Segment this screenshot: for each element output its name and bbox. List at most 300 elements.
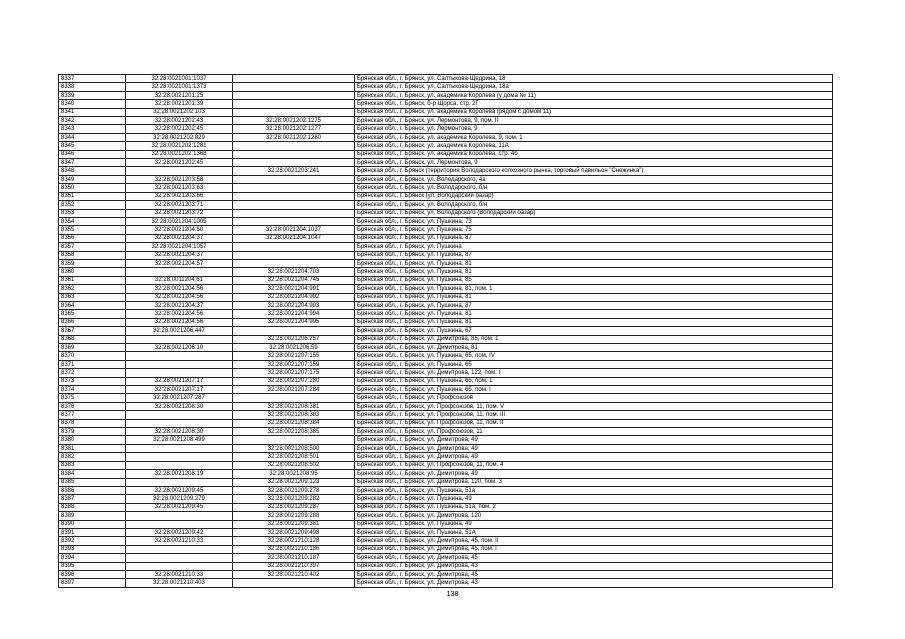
land-cadastral-number-cell: 32:28:0021203:63: [126, 184, 233, 192]
table-row: [59, 394, 833, 402]
land-cadastral-number-cell: 32:28:0021201:25: [126, 91, 233, 99]
row-number-cell: 8391: [59, 528, 126, 536]
object-cadastral-number-cell: [233, 251, 355, 259]
row-number-cell: 8371: [59, 360, 126, 368]
land-cadastral-number-cell: 32:28:0021208:499: [126, 436, 233, 444]
land-cadastral-number-cell: 32:28:0021202:829: [126, 133, 233, 141]
table-row: [59, 75, 833, 83]
address-cell: Брянская обл., г. Брянск, б-р Щорса, стр. 2Г: [355, 100, 833, 108]
object-cadastral-number-cell: 32:28:0021210:187: [233, 554, 355, 562]
address-cell: Брянская обл., г. Брянск, ул. Пушкина, 85: [355, 276, 833, 284]
object-cadastral-number-cell: 32:28:0021208:500: [233, 444, 355, 452]
object-cadastral-number-cell: 32:28:0021206:257: [233, 335, 355, 343]
land-cadastral-number-cell: 32:28:0021001:1373: [126, 83, 233, 91]
object-cadastral-number-cell: 32:28:0021204:991: [233, 285, 355, 293]
land-cadastral-number-cell: 32:28:0021209:45: [126, 486, 233, 494]
address-cell: Брянская обл., г. Брянск, ул. Лермонтова, 9: [355, 159, 833, 167]
table-row: [59, 503, 833, 511]
table-row: [59, 444, 833, 452]
address-cell: Брянская обл., г. Брянск, ул. Профсоюзов, 11: [355, 428, 833, 436]
object-cadastral-number-cell: [233, 259, 355, 267]
object-cadastral-number-cell: 32:28:0021202:1275: [233, 117, 355, 125]
address-cell: Брянская обл., г. Брянск, ул. Димитрова, 122, пом. I: [355, 369, 833, 377]
object-cadastral-number-cell: 32:28:0021207:155: [233, 352, 355, 360]
land-cadastral-number-cell: [126, 461, 233, 469]
object-cadastral-number-cell: 32:28:0021210:128: [233, 537, 355, 545]
land-cadastral-number-cell: 32:28:0021204:1005: [126, 217, 233, 225]
object-cadastral-number-cell: 32:28:0021203:241: [233, 167, 355, 175]
address-cell: Брянская обл., г. Брянск, ул. академика Королева, 11А: [355, 142, 833, 150]
table-row: [59, 301, 833, 309]
object-cadastral-number-cell: 32:28:0021204:995: [233, 318, 355, 326]
address-cell: Брянская обл., г. Брянск, ул. Пушкина, 81: [355, 268, 833, 276]
row-number-cell: 8380: [59, 436, 126, 444]
table-row: [59, 512, 833, 520]
land-cadastral-number-cell: 32:28:0021204:57: [126, 259, 233, 267]
row-number-cell: 8347: [59, 159, 126, 167]
table-row: [59, 335, 833, 343]
object-cadastral-number-cell: 32:28:0021208:502: [233, 461, 355, 469]
address-cell: Брянская обл., г. Брянск, ул. Димитрова, 43: [355, 562, 833, 570]
land-cadastral-number-cell: [126, 478, 233, 486]
object-cadastral-number-cell: 32:28:0021209:123: [233, 478, 355, 486]
table-row: [59, 285, 833, 293]
land-cadastral-number-cell: 32:28:0021206:447: [126, 327, 233, 335]
page-number: 138: [446, 591, 459, 598]
table-row: [59, 461, 833, 469]
land-cadastral-number-cell: 32:28:0021208:30: [126, 428, 233, 436]
table-row: [59, 201, 833, 209]
table-row: [59, 259, 833, 267]
row-number-cell: 8343: [59, 125, 126, 133]
row-number-cell: 8358: [59, 251, 126, 259]
land-cadastral-number-cell: 32:28:0021209:45: [126, 503, 233, 511]
land-cadastral-number-cell: [126, 360, 233, 368]
address-cell: Брянская обл., г. Брянск, ул. Салтыкова-Щедрина, 18а: [355, 83, 833, 91]
address-cell: Брянская обл., г. Брянск, ул. Пушкина, 65, пом. I: [355, 386, 833, 394]
table-row: [59, 520, 833, 528]
object-cadastral-number-cell: [233, 159, 355, 167]
object-cadastral-number-cell: 32:28:0021209:381: [233, 520, 355, 528]
land-cadastral-number-cell: [126, 520, 233, 528]
address-cell: Брянская обл., г. Брянск, ул. Володарского (Володарский базар): [355, 209, 833, 217]
address-cell: Брянская обл., г. Брянск, ул. Димитрова, 81: [355, 344, 833, 352]
row-number-cell: 8346: [59, 150, 126, 158]
table-row: [59, 318, 833, 326]
table-row: [59, 150, 833, 158]
object-cadastral-number-cell: 32:28:0021209:287: [233, 503, 355, 511]
table-row: [59, 310, 833, 318]
table-row: [59, 495, 833, 503]
object-cadastral-number-cell: 32:28:0021208:95: [233, 470, 355, 478]
land-cadastral-number-cell: 32:28:0021207:17: [126, 377, 233, 385]
object-cadastral-number-cell: [233, 175, 355, 183]
table-row: [59, 486, 833, 494]
row-number-cell: 8365: [59, 310, 126, 318]
row-number-cell: 8382: [59, 453, 126, 461]
address-cell: Брянская обл., г. Брянск, ул. Димитрова, 49: [355, 470, 833, 478]
land-cadastral-number-cell: [126, 562, 233, 570]
object-cadastral-number-cell: [233, 192, 355, 200]
land-cadastral-number-cell: 32:28:0021202:103: [126, 108, 233, 116]
table-row: [59, 184, 833, 192]
row-number-cell: 8363: [59, 293, 126, 301]
land-cadastral-number-cell: 32:28:0021204:50: [126, 226, 233, 234]
row-number-cell: 8389: [59, 512, 126, 520]
land-cadastral-number-cell: [126, 167, 233, 175]
address-cell: Брянская обл., г. Брянск, ул. Пушкина, 49: [355, 520, 833, 528]
land-cadastral-number-cell: 32:28:0021204:56: [126, 310, 233, 318]
table-row: [59, 125, 833, 133]
land-cadastral-number-cell: 32:28:0021208:30: [126, 402, 233, 410]
object-cadastral-number-cell: 32:28:0021208:383: [233, 411, 355, 419]
address-cell: Брянская обл., г. Брянск, ул. Пушкина, 51а: [355, 486, 833, 494]
land-cadastral-number-cell: 32:28:0021203:71: [126, 201, 233, 209]
land-cadastral-number-cell: 32:28:0021206:10: [126, 344, 233, 352]
row-number-cell: 8369: [59, 344, 126, 352]
address-cell: Брянская обл., г. Брянск, ул. Пушкина, 87: [355, 234, 833, 242]
object-cadastral-number-cell: [233, 209, 355, 217]
table-row: [59, 234, 833, 242]
table-row: [59, 528, 833, 536]
table-row: [59, 293, 833, 301]
address-cell: Брянская обл., г. Брянск, ул. академика Королева, стр. 4б: [355, 150, 833, 158]
object-cadastral-number-cell: 32:28:0021208:385: [233, 428, 355, 436]
row-number-cell: 8338: [59, 83, 126, 91]
land-cadastral-number-cell: 32:28:0021202:43: [126, 117, 233, 125]
row-number-cell: 8364: [59, 301, 126, 309]
row-number-cell: 8342: [59, 117, 126, 125]
address-cell: Брянская обл., г. Брянск, ул. Володарского, б/н: [355, 184, 833, 192]
row-number-cell: 8390: [59, 520, 126, 528]
address-cell: Брянская обл., г. Брянск, ул. Димитрова, 45: [355, 554, 833, 562]
address-cell: Брянская обл., г. Брянск, ул. Пушкина, 81: [355, 318, 833, 326]
object-cadastral-number-cell: [233, 436, 355, 444]
address-cell: Брянская обл., г. Брянск, ул. Пушкина, 67: [355, 327, 833, 335]
table-row: [59, 470, 833, 478]
row-number-cell: 8384: [59, 470, 126, 478]
object-cadastral-number-cell: 32:28:0021207:175: [233, 369, 355, 377]
row-number-cell: 8344: [59, 133, 126, 141]
table-row: [59, 91, 833, 99]
table-row: [59, 251, 833, 259]
object-cadastral-number-cell: [233, 184, 355, 192]
address-cell: Брянская обл., г. Брянск, ул. Профсоюзов, 11, пом. 4: [355, 461, 833, 469]
object-cadastral-number-cell: 32:28:0021206:59: [233, 344, 355, 352]
table-row: [59, 100, 833, 108]
table-row: [59, 217, 833, 225]
land-cadastral-number-cell: [126, 444, 233, 452]
table-row: [59, 419, 833, 427]
row-number-cell: 8376: [59, 402, 126, 410]
object-cadastral-number-cell: 32:28:0021204:994: [233, 310, 355, 318]
address-cell: Брянская обл., г. Брянск, ул. Пушкина, 65, пом. IV: [355, 352, 833, 360]
land-cadastral-number-cell: 32:28:0021202:1368: [126, 150, 233, 158]
row-number-cell: 8387: [59, 495, 126, 503]
object-cadastral-number-cell: 32:28:0021204:1037: [233, 226, 355, 234]
address-cell: Брянская обл., г. Брянск, ул. Володарского, б/н: [355, 201, 833, 209]
object-cadastral-number-cell: 32:28:0021202:1277: [233, 125, 355, 133]
row-number-cell: 8340: [59, 100, 126, 108]
land-cadastral-number-cell: 32:28:0021202:45: [126, 125, 233, 133]
table-row: [59, 436, 833, 444]
table-row: [59, 369, 833, 377]
land-cadastral-number-cell: 32:28:0021203:66: [126, 192, 233, 200]
address-cell: Брянская обл., г. Брянск, ул. Профсоюзов, 11, пом. V: [355, 402, 833, 410]
object-cadastral-number-cell: [233, 75, 355, 83]
land-cadastral-number-cell: [126, 453, 233, 461]
table-row: [59, 167, 833, 175]
table-row: [59, 175, 833, 183]
object-cadastral-number-cell: 32:28:0021210:397: [233, 562, 355, 570]
land-cadastral-number-cell: 32:28:0021202:45: [126, 159, 233, 167]
object-cadastral-number-cell: 32:28:0021204:1047: [233, 234, 355, 242]
object-cadastral-number-cell: [233, 327, 355, 335]
address-cell: Брянская обл., г. Брянск, ул. академика Королева (рядом с домом 11): [355, 108, 833, 116]
row-number-cell: 8366: [59, 318, 126, 326]
address-cell: Брянская обл., г. Брянск, ул. Пушкина, 73: [355, 217, 833, 225]
table-row: [59, 192, 833, 200]
object-cadastral-number-cell: 32:28:0021208:381: [233, 402, 355, 410]
row-number-cell: 8385: [59, 478, 126, 486]
land-cadastral-number-cell: [126, 554, 233, 562]
land-cadastral-number-cell: 32:28:0021210:403: [126, 579, 233, 587]
row-number-cell: 8360: [59, 268, 126, 276]
table-row: [59, 545, 833, 553]
table-row: [59, 83, 833, 91]
row-number-cell: 8397: [59, 579, 126, 587]
table-row: [59, 327, 833, 335]
registry-table-body: [59, 75, 833, 588]
row-number-cell: 8374: [59, 386, 126, 394]
object-cadastral-number-cell: [233, 83, 355, 91]
table-row: [59, 133, 833, 141]
object-cadastral-number-cell: 32:28:0021204:993: [233, 301, 355, 309]
row-number-cell: 8348: [59, 167, 126, 175]
table-row: [59, 453, 833, 461]
land-cadastral-number-cell: 32:28:0021203:72: [126, 209, 233, 217]
address-cell: Брянская обл., г. Брянск, ул. Пушкина, 87: [355, 301, 833, 309]
address-cell: Брянская обл., г. Брянск, ул. Профсоюзов, 11, пом. II: [355, 419, 833, 427]
table-row: [59, 344, 833, 352]
row-number-cell: 8386: [59, 486, 126, 494]
row-number-cell: 8379: [59, 428, 126, 436]
land-cadastral-number-cell: [126, 411, 233, 419]
land-cadastral-number-cell: [126, 512, 233, 520]
land-cadastral-number-cell: 32:28:0021204:56: [126, 285, 233, 293]
land-cadastral-number-cell: 32:28:0011204:61: [126, 276, 233, 284]
land-cadastral-number-cell: 32:28:0021201:39: [126, 100, 233, 108]
land-cadastral-number-cell: 32:28:0021204:56: [126, 318, 233, 326]
object-cadastral-number-cell: 32:28:0021209:288: [233, 512, 355, 520]
table-row: [59, 579, 833, 587]
row-number-cell: 8362: [59, 285, 126, 293]
address-cell: Брянская обл., г. Брянск, ул. Димитрова, 45, пом. II: [355, 537, 833, 545]
land-cadastral-number-cell: 32:28:0021204:56: [126, 293, 233, 301]
address-cell: Брянская обл., г. Брянск, ул. Лермонтова, 9: [355, 125, 833, 133]
row-number-cell: 8395: [59, 562, 126, 570]
object-cadastral-number-cell: 32:28:0021204:703: [233, 268, 355, 276]
row-number-cell: 8367: [59, 327, 126, 335]
object-cadastral-number-cell: [233, 91, 355, 99]
land-cadastral-number-cell: 32:28:0021204:37: [126, 301, 233, 309]
row-number-cell: 8373: [59, 377, 126, 385]
address-cell: Брянская обл., г. Брянск (ул. Володарский базар): [355, 192, 833, 200]
address-cell: Брянская обл., г. Брянск, ул. Пушкина, 51а, пом. 2: [355, 503, 833, 511]
address-cell: Брянская обл., г. Брянск, ул. Пушкина, 81: [355, 310, 833, 318]
land-cadastral-number-cell: 32:28:0021001:1037: [126, 75, 233, 83]
address-cell: Брянская обл., г. Брянск, ул. Лермонтова, 9, пом. II: [355, 117, 833, 125]
row-number-cell: 8392: [59, 537, 126, 545]
address-cell: Брянская обл., г. Брянск, ул. Димитрова, 85, пом. 1: [355, 335, 833, 343]
row-number-cell: 8351: [59, 192, 126, 200]
object-cadastral-number-cell: [233, 108, 355, 116]
land-cadastral-number-cell: 32:28:0021207:17: [126, 386, 233, 394]
land-cadastral-number-cell: [126, 419, 233, 427]
row-number-cell: 8352: [59, 201, 126, 209]
address-cell: Брянская обл., г. Брянск, ул. Профсоюзов: [355, 394, 833, 402]
land-cadastral-number-cell: 32:28:0021208:19: [126, 470, 233, 478]
table-row: [59, 268, 833, 276]
address-cell: Брянская обл., г. Брянск, ул. академика Королева, 9, пом. 1: [355, 133, 833, 141]
table-row: [59, 352, 833, 360]
table-row: [59, 226, 833, 234]
row-number-cell: 8356: [59, 234, 126, 242]
table-row: [59, 411, 833, 419]
land-cadastral-number-cell: [126, 369, 233, 377]
row-number-cell: 8337: [59, 75, 126, 83]
object-cadastral-number-cell: 32:28:0021209:498: [233, 528, 355, 536]
row-number-cell: 8350: [59, 184, 126, 192]
object-cadastral-number-cell: [233, 150, 355, 158]
object-cadastral-number-cell: [233, 579, 355, 587]
land-cadastral-number-cell: [126, 545, 233, 553]
object-cadastral-number-cell: 32:28:0021208:501: [233, 453, 355, 461]
table-row: [59, 562, 833, 570]
land-cadastral-number-cell: 32:28:0021209:279: [126, 495, 233, 503]
address-cell: Брянская обл., г. Брянск, ул. Профсоюзов, 11, пом. III: [355, 411, 833, 419]
table-row: [59, 108, 833, 116]
object-cadastral-number-cell: 32:28:0021204:745: [233, 276, 355, 284]
land-cadastral-number-cell: 32:28:0021204:37: [126, 234, 233, 242]
object-cadastral-number-cell: [233, 100, 355, 108]
object-cadastral-number-cell: 32:28:0021209:282: [233, 495, 355, 503]
table-row: [59, 386, 833, 394]
row-number-cell: 8349: [59, 175, 126, 183]
object-cadastral-number-cell: 32:28:0021202:1280: [233, 133, 355, 141]
object-cadastral-number-cell: 32:28:0021209:278: [233, 486, 355, 494]
object-cadastral-number-cell: 32:28:0021204:992: [233, 293, 355, 301]
address-cell: Брянская обл., г. Брянск, ул. Димитрова, 120: [355, 512, 833, 520]
address-cell: Брянская обл., г. Брянск, ул. Пушкина, 75: [355, 226, 833, 234]
row-number-cell: 8378: [59, 419, 126, 427]
address-cell: Брянская обл., г. Брянск, ул. Пушкина, 65: [355, 360, 833, 368]
address-cell: Брянская обл., г. Брянск, ул. Димитрова, 45, пом. I: [355, 545, 833, 553]
land-cadastral-number-cell: 32:28:0021210:33: [126, 570, 233, 578]
address-cell: Брянская обл., г. Брянск, ул. Димитрова, 49: [355, 444, 833, 452]
address-cell: Брянская обл., г. Брянск, ул. Салтыкова-Щедрина, 18: [355, 75, 833, 83]
table-row: [59, 243, 833, 251]
land-cadastral-number-cell: [126, 352, 233, 360]
row-number-cell: 8372: [59, 369, 126, 377]
row-number-cell: 8359: [59, 259, 126, 267]
address-cell: Брянская обл., г. Брянск, ул. Пушкина, 65, пом. 1: [355, 377, 833, 385]
object-cadastral-number-cell: 32:28:0021210:402: [233, 570, 355, 578]
address-cell: Брянская обл., г. Брянск, ул. Димитрова, 49: [355, 453, 833, 461]
address-cell: Брянская обл., г. Брянск, ул. Пушкина, 81, пом. 1: [355, 285, 833, 293]
land-cadastral-number-cell: 32:28:0021204:37: [126, 251, 233, 259]
land-cadastral-number-cell: 32:28:0021203:58: [126, 175, 233, 183]
address-cell: Брянская обл., г. Брянск, ул. академика Королева (у дома № 11): [355, 91, 833, 99]
address-cell: Брянская обл., г. Брянск, ул. Димитрова, 120, пом. 3: [355, 478, 833, 486]
row-number-cell: 8354: [59, 217, 126, 225]
address-cell: Брянская обл., г. Брянск, ул. Димитрова, 49: [355, 436, 833, 444]
table-row: [59, 276, 833, 284]
row-number-cell: 8377: [59, 411, 126, 419]
object-cadastral-number-cell: 32:28:0021207:159: [233, 360, 355, 368]
row-number-cell: 8341: [59, 108, 126, 116]
table-row: [59, 554, 833, 562]
table-row: [59, 209, 833, 217]
object-cadastral-number-cell: [233, 394, 355, 402]
address-cell: Брянская обл., г. Брянск, ул. Пушкина, 49: [355, 495, 833, 503]
registry-table: [58, 74, 833, 588]
row-number-cell: 8339: [59, 91, 126, 99]
address-cell: Брянская обл., г. Брянск, ул. Димитрова, 45: [355, 570, 833, 578]
object-cadastral-number-cell: 32:28:0021207:280: [233, 377, 355, 385]
row-number-cell: 8394: [59, 554, 126, 562]
table-row: [59, 377, 833, 385]
address-cell: Брянская обл., г. Брянск, ул. Пушкина: [355, 243, 833, 251]
land-cadastral-number-cell: 32:28:0021210:33: [126, 537, 233, 545]
row-number-cell: 8396: [59, 570, 126, 578]
land-cadastral-number-cell: 32:28:0021204:1057: [126, 243, 233, 251]
land-cadastral-number-cell: [126, 335, 233, 343]
row-number-cell: 8370: [59, 352, 126, 360]
row-number-cell: 8368: [59, 335, 126, 343]
table-row: [59, 402, 833, 410]
table-row: [59, 360, 833, 368]
row-number-cell: 8393: [59, 545, 126, 553]
address-cell: Брянская обл., г. Брянск (территория Володарского колхозного рынка, торговый павильон "Снежинка"): [355, 167, 833, 175]
table-row: [59, 570, 833, 578]
table-row: [59, 478, 833, 486]
row-number-cell: 8381: [59, 444, 126, 452]
land-cadastral-number-cell: 32:28:0021202:1281: [126, 142, 233, 150]
address-cell: Брянская обл., г. Брянск, ул. Пушкина, 51А: [355, 528, 833, 536]
object-cadastral-number-cell: [233, 142, 355, 150]
row-number-cell: 8345: [59, 142, 126, 150]
land-cadastral-number-cell: 32:28:0021207:287: [126, 394, 233, 402]
object-cadastral-number-cell: [233, 243, 355, 251]
address-cell: Брянская обл., г. Брянск, ул. Пушкина, 87: [355, 251, 833, 259]
table-row: [59, 537, 833, 545]
row-number-cell: 8388: [59, 503, 126, 511]
address-cell: Брянская обл., г. Брянск, ул. Володарского, 4а: [355, 175, 833, 183]
object-cadastral-number-cell: [233, 217, 355, 225]
address-cell: Брянская обл., г. Брянск, ул. Пушкина, 81: [355, 259, 833, 267]
row-number-cell: 8357: [59, 243, 126, 251]
table-row: [59, 159, 833, 167]
row-number-cell: 8353: [59, 209, 126, 217]
table-row: [59, 117, 833, 125]
object-cadastral-number-cell: 32:28:0021210:186: [233, 545, 355, 553]
object-cadastral-number-cell: [233, 201, 355, 209]
object-cadastral-number-cell: 32:28:0021208:384: [233, 419, 355, 427]
address-cell: Брянская обл., г. Брянск, ул. Димитрова, 43: [355, 579, 833, 587]
table-row: [59, 142, 833, 150]
land-cadastral-number-cell: 32:28:0021209:42: [126, 528, 233, 536]
